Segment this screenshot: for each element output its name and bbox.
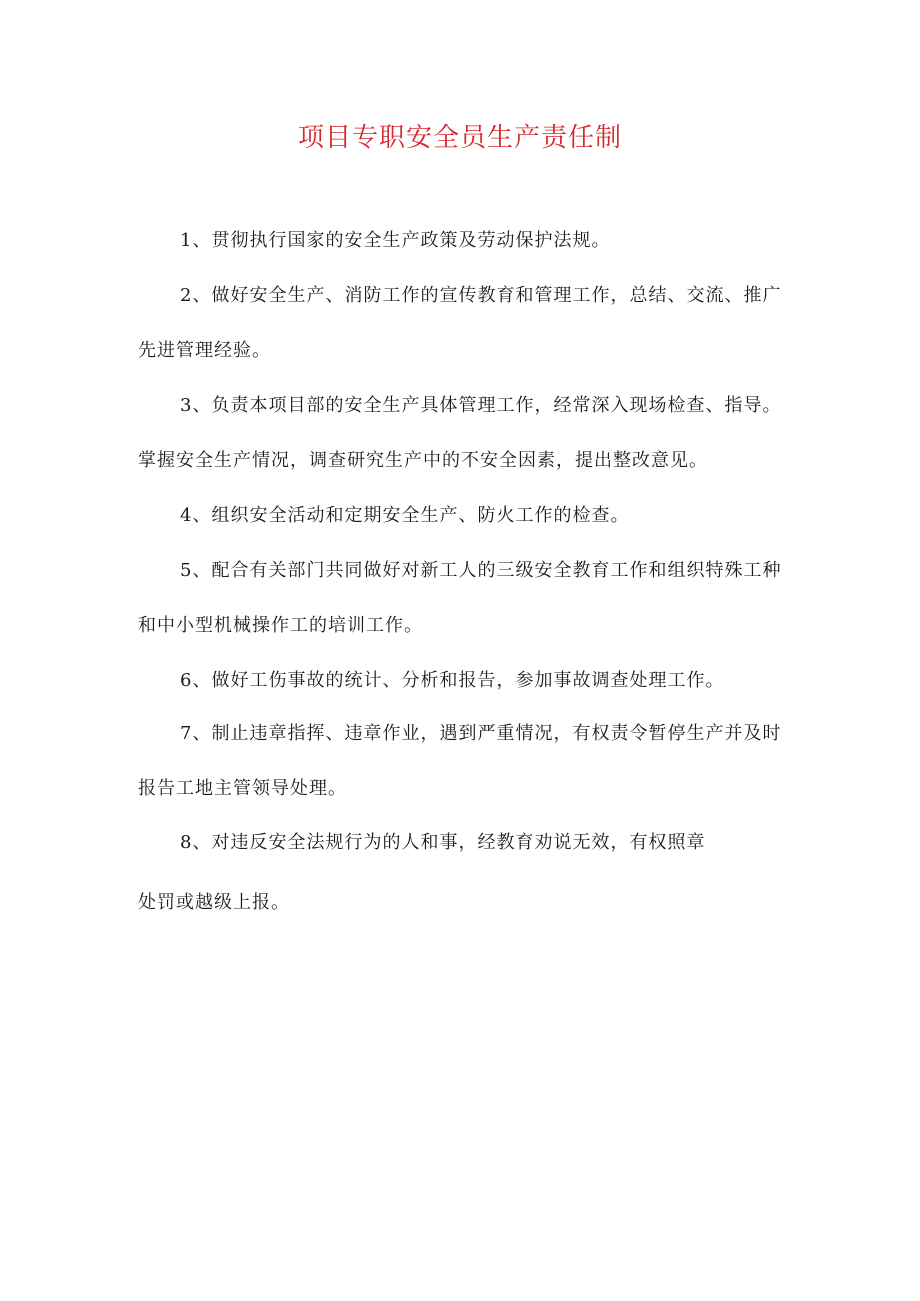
clause-2: 2、做好安全生产、消防工作的宣传教育和管理工作，总结、交流、推广先进管理经验。 xyxy=(138,285,782,361)
clause-4: 4、组织安全活动和定期安全生产、防火工作的检查。 xyxy=(180,505,630,526)
clause-8-line-2: 处罚或越级上报。 xyxy=(138,892,290,913)
clause-6: 6、做好工伤事故的统计、分析和报告，参加事故调查处理工作。 xyxy=(180,670,725,691)
clause-5: 5、配合有关部门共同做好对新工人的三级安全教育工作和组织特殊工种和中小型机械操作工的培训工作。 xyxy=(138,560,782,636)
document-title: 项目专职安全员生产责任制 xyxy=(297,123,622,153)
clause-7: 7、制止违章指挥、违章作业，遇到严重情况，有权责令暂停生产并及时报告工地主管领导处理。 xyxy=(138,723,782,799)
clause-8-line-1: 8、对违反安全法规行为的人和事，经教育劝说无效，有权照章 xyxy=(180,832,706,853)
clause-3: 3、负责本项目部的安全生产具体管理工作，经常深入现场检查、指导。掌握安全生产情况，调查研究生产中的不安全因素，提出整改意见。 xyxy=(138,395,782,471)
clause-1: 1、贯彻执行国家的安全生产政策及劳动保护法规。 xyxy=(180,230,611,251)
